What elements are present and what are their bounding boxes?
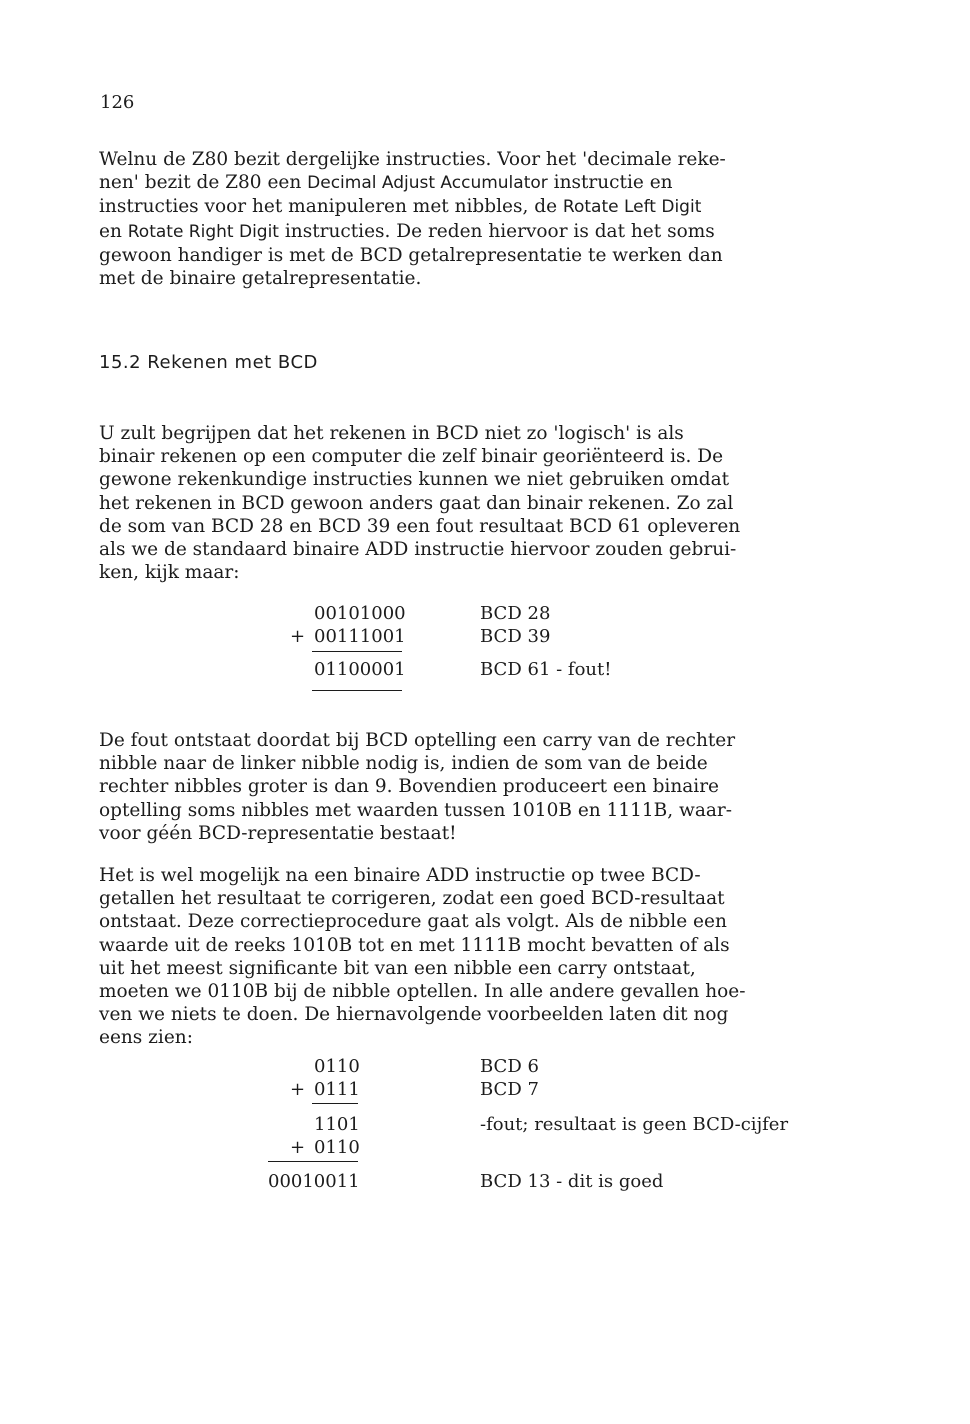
text-line: gewoon handiger is met de BCD getalrepresentatie te werken dan [99,244,723,266]
text-line: moeten we 0110B bij de nibble optellen. In alle andere gevallen hoe- [99,981,746,1003]
op-1-label: BCD 6 [480,1056,539,1077]
text-line: het rekenen in BCD gewoon anders gaat dan binair rekenen. Zo zal [99,492,734,514]
plus-sign: + [290,626,306,647]
op-2-label: BCD 7 [480,1079,539,1100]
text-line: voor géén BCD-representatie bestaat! [99,822,457,844]
page-number: 126 [100,92,135,113]
text-line: ontstaat. Deze correctieprocedure gaat als volgt. Als de nibble een [99,911,727,933]
sum-rule-2 [268,1161,358,1162]
operand-2: 00111001 [314,626,406,647]
text-line: nen' bezit de Z80 een Decimal Adjust Accumulator instructie en [99,172,673,194]
text-line: nibble naar de linker nibble nodig is, indien de som van de beide [99,753,708,775]
intro-paragraph [99,148,844,290]
paragraph-correction-procedure [99,864,844,1050]
correction-value: 0110 [314,1137,360,1158]
result-rule [312,690,402,691]
text-line: De fout ontstaat doordat bij BCD optelling een carry van de rechter [99,730,736,751]
text-line: Het is wel mogelijk na een binaire ADD instructie op twee BCD- [99,865,701,886]
op-1: 0110 [314,1056,360,1077]
final-result-label: BCD 13 - dit is goed [480,1171,664,1192]
paragraph-bcd-explanation [99,422,844,584]
text-line: waarde uit de reeks 1010B tot en met 1111B mocht bevatten of als [99,934,730,956]
operand-2-label: BCD 39 [480,626,551,647]
result: 01100001 [314,659,406,680]
text-line: met de binaire getalrepresentatie. [99,268,422,290]
sum-rule [312,651,402,652]
text-line: ven we niets te doen. De hiernavolgende voorbeelden laten dit nog [99,1004,729,1026]
text-line: instructies voor het manipuleren met nibbles, de Rotate Left Digit [99,196,702,218]
text-line: uit het meest significante bit van een nibble een carry ontstaat, [99,957,696,979]
sum-1-label: -fout; resultaat is geen BCD-cijfer [480,1114,789,1135]
sum-1: 1101 [314,1114,360,1135]
result-label: BCD 61 - fout! [480,659,612,680]
operand-1-label: BCD 28 [480,603,551,624]
text-line: als we de standaard binaire ADD instructie hiervoor zouden gebrui- [99,539,737,561]
plus-sign-2: + [290,1137,306,1158]
paragraph-error-explanation [99,729,844,845]
plus-sign-1: + [290,1079,306,1100]
text-line: rechter nibbles groter is dan 9. Bovendien produceert een binaire [99,776,720,798]
text-line: eens zien: [99,1027,193,1049]
text-line: de som van BCD 28 en BCD 39 een fout resultaat BCD 61 opleveren [99,515,741,537]
final-result: 00010011 [268,1171,360,1192]
text-line: getallen het resultaat te corrigeren, zodat een goed BCD-resultaat [99,888,725,910]
section-heading: 15.2 Rekenen met BCD [99,352,318,373]
text-line: U zult begrijpen dat het rekenen in BCD niet zo 'logisch' is als [99,423,684,444]
text-line: en Rotate Right Digit instructies. De reden hiervoor is dat het soms [99,220,715,242]
op-2: 0111 [314,1079,360,1100]
operand-1: 00101000 [314,603,406,624]
text-line: binair rekenen op een computer die zelf binair georiënteerd is. De [99,446,724,468]
text-line: Welnu de Z80 bezit dergelijke instructies. Voor het 'decimale reke- [99,149,726,170]
text-line: gewone rekenkundige instructies kunnen we niet gebruiken omdat [99,469,730,491]
text-line: optelling soms nibbles met waarden tussen 1010B en 1111B, waar- [99,799,732,821]
sum-rule-1 [312,1103,358,1104]
text-line: ken, kijk maar: [99,562,240,584]
